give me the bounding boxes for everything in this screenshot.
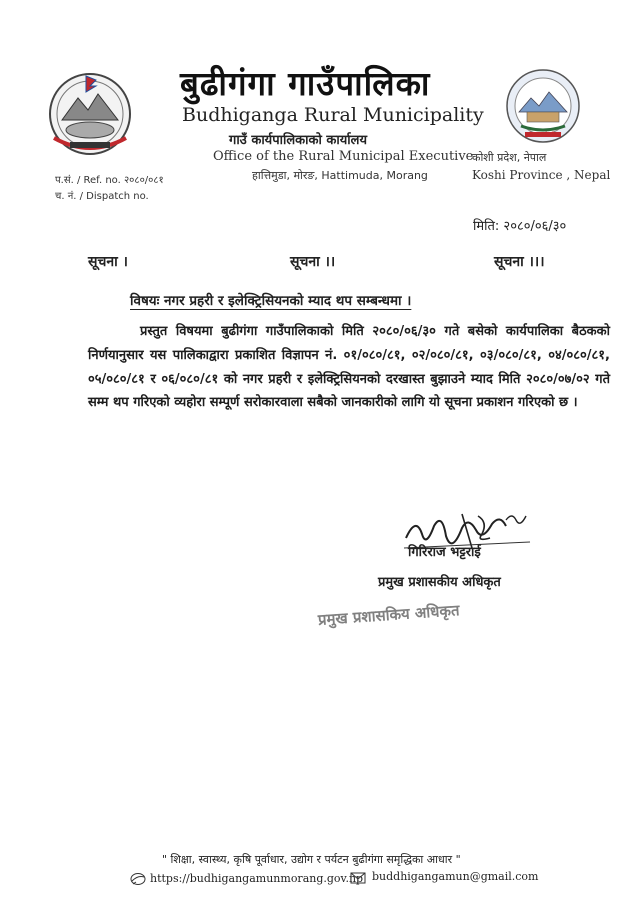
municipality-logo-text: बुढीगंगा गाउँपालिका [524, 132, 562, 138]
website-icon [130, 872, 146, 886]
document-date: मिति: २०८०/०६/३० [473, 219, 567, 234]
email-icon [350, 872, 366, 884]
dispatch-number: च. नं. / Dispatch no. [55, 191, 149, 202]
notice-body: प्रस्तुत विषयमा बुढीगंगा गाउँपालिकाको मिति २०८०/०६/३० गते बसेको कार्यपालिका बैठकको निर्णयानुसार यस पालिकाद्वारा प्रकाशित विज्ञापन नं. ०१/०८०/८१, ०२/०८०/८१, ०३/०८०/८१, ०४/०८०/८१, ०५/०८०/८१ र ०६/०८०/८१ को नगर प्रहरी र इलेक्ट्रिसियनको दरखास्त बुझाउने म्याद मिति २०८०/०७/०२ गते सम्म थप गरिएको व्यहोरा सम्पूर्ण सरोकारवाला सबैको जानकारीको लागि यो सूचना प्रकाशन गरिएको छ । [88, 324, 610, 411]
nepal-coat-of-arms-icon [40, 68, 140, 164]
footer-email-link[interactable]: buddhigangamun@gmail.com [372, 870, 539, 883]
notice-heading-3: सूचना ।।। [494, 254, 545, 270]
province-nepali: कोशी प्रदेश, नेपाल [472, 151, 547, 164]
official-stamp: प्रमुख प्रशासकिय अधिकृत [317, 601, 461, 629]
notice-heading-2: सूचना ।। [290, 254, 336, 270]
footer-motto: " शिक्षा, स्वास्थ्य, कृषि पूर्वाधार, उद्योग र पर्यटन बुढीगंगा समृद्धिका आधार " [162, 853, 461, 866]
municipality-title-nepali: बुढीगंगा गाउँपालिका [180, 64, 431, 103]
signatory-designation: प्रमुख प्रशासकीय अधिकृत [378, 575, 501, 590]
subject-line: विषयः नगर प्रहरी र इलेक्ट्रिसियनको म्याद थप सम्बन्धमा । [130, 293, 412, 309]
signatory-name: गिरिराज भट्टराई [408, 545, 481, 560]
office-name-nepali: गाउँ कार्यपालिकाको कार्यालय [229, 133, 367, 148]
province-english: Koshi Province , Nepal [472, 168, 611, 182]
office-name-english: Office of the Rural Municipal Executive [213, 149, 474, 164]
office-address: हात्तिमुडा, मोरङ, Hattimuda, Morang [252, 169, 428, 182]
footer-website-link[interactable]: https://budhigangamunmorang.gov.np [150, 872, 364, 885]
reference-number: प.सं. / Ref. no. २०८०/०८१ [55, 175, 164, 186]
notice-heading-1: सूचना । [88, 254, 128, 270]
municipality-title-english: Budhiganga Rural Municipality [182, 104, 484, 126]
